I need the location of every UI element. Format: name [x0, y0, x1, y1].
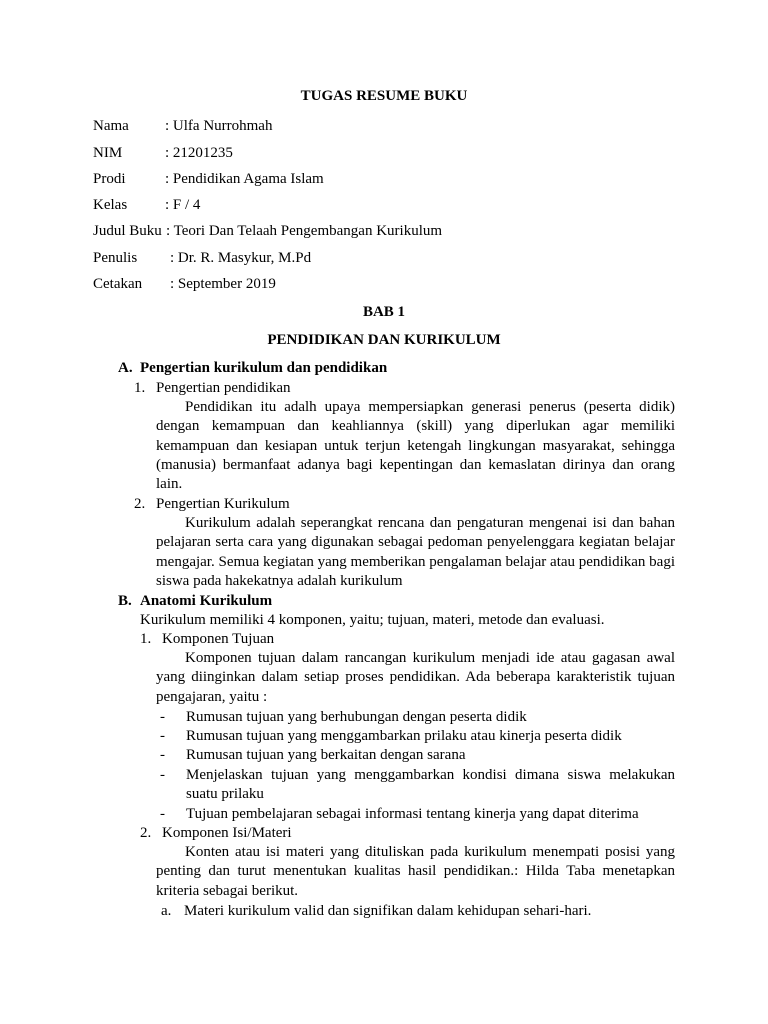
info-label: Prodi	[93, 171, 126, 187]
section-a-heading: Pengertian kurikulum dan pendidikan	[140, 360, 388, 376]
bullet-text: Rumusan tujuan yang menggambarkan prilaku atau kinerja peserta didik	[186, 728, 622, 744]
info-label: Judul Buku	[93, 223, 162, 239]
info-label: Cetakan	[93, 276, 143, 292]
sub-list-text: Materi kurikulum valid dan signifikan dalam kehidupan sehari-hari.	[184, 903, 592, 919]
subsection-title: Komponen Tujuan	[162, 631, 275, 647]
list-number: 2.	[140, 825, 152, 841]
section-a-marker: A.	[118, 360, 133, 376]
paragraph: Kurikulum adalah seperangkat rencana dan pengaturan mengenai isi dan bahan pelajaran serta cara yang digunakan sebagai pedoman penyelenggara kegiatan belajar mengajar. Semua kegiatan yang memberikan pengalaman belajar atau pendidikan bagi siswa pada hakekatnya adalah kurikulum	[156, 515, 675, 589]
paragraph: Pendidikan itu adalh upaya mempersiapkan generasi penerus (peserta didik) dengan kemampuan dan keahliannya (skill) yang diperlukan agar memiliki kemampuan dan kesiapan untuk terjun ketengah lingkungan masyarakat, sehingga (manusia) bermanfaat adanya bagi kepentingan dan kemaslatan dirinya dan orang lain.	[156, 399, 675, 493]
info-label: NIM	[93, 145, 123, 161]
bullet-marker: -	[160, 709, 165, 725]
info-label: Penulis	[93, 250, 138, 266]
section-b-heading: Anatomi Kurikulum	[140, 593, 273, 609]
bullet-marker: -	[160, 747, 165, 763]
chapter-number: BAB 1	[362, 304, 406, 320]
info-value: : Pendidikan Agama Islam	[165, 171, 324, 187]
bullet-marker: -	[160, 806, 165, 822]
info-value: : Teori Dan Telaah Pengembangan Kurikulum	[166, 223, 443, 239]
info-value: : F / 4	[165, 197, 201, 213]
subsection-title: Komponen Isi/Materi	[162, 825, 292, 841]
document-title: TUGAS RESUME BUKU	[300, 88, 468, 104]
bullet-marker: -	[160, 728, 165, 744]
info-value: : Dr. R. Masykur, M.Pd	[170, 250, 312, 266]
subsection-title: Pengertian pendidikan	[156, 380, 291, 396]
bullet-text: Rumusan tujuan yang berhubungan dengan peserta didik	[186, 709, 527, 725]
list-number: 1.	[140, 631, 152, 647]
paragraph: Komponen tujuan dalam rancangan kurikulum menjadi ide atau gagasan awal yang diinginkan dalam setiap proses pendidikan. Ada beberapa karakteristik tujuan pengajaran, yaitu :	[156, 650, 675, 705]
chapter-title: PENDIDIKAN DAN KURIKULUM	[267, 332, 501, 348]
paragraph: Konten atau isi materi yang dituliskan pada kurikulum menempati posisi yang penting dan turut menentukan kualitas hasil pendidikan.: Hilda Taba menetapkan kriteria sebagai berikut.	[156, 844, 675, 899]
subsection-title: Pengertian Kurikulum	[156, 496, 290, 512]
list-number: 2.	[134, 496, 146, 512]
info-value: : September 2019	[170, 276, 276, 292]
bullet-text: Menjelaskan tujuan yang menggambarkan kondisi dimana siswa melakukan suatu prilaku	[186, 767, 675, 803]
sub-list-marker: a.	[161, 903, 172, 919]
section-b-intro: Kurikulum memiliki 4 komponen, yaitu; tujuan, materi, metode dan evaluasi.	[140, 612, 605, 628]
bullet-marker: -	[160, 767, 165, 783]
section-b-marker: B.	[118, 593, 132, 609]
list-number: 1.	[134, 380, 146, 396]
info-value: : Ulfa Nurrohmah	[165, 118, 273, 134]
bullet-text: Tujuan pembelajaran sebagai informasi tentang kinerja yang dapat diterima	[186, 806, 639, 822]
info-value: : 21201235	[165, 145, 233, 161]
info-label: Kelas	[93, 197, 128, 213]
bullet-text: Rumusan tujuan yang berkaitan dengan sarana	[186, 747, 466, 763]
info-label: Nama	[93, 118, 129, 134]
